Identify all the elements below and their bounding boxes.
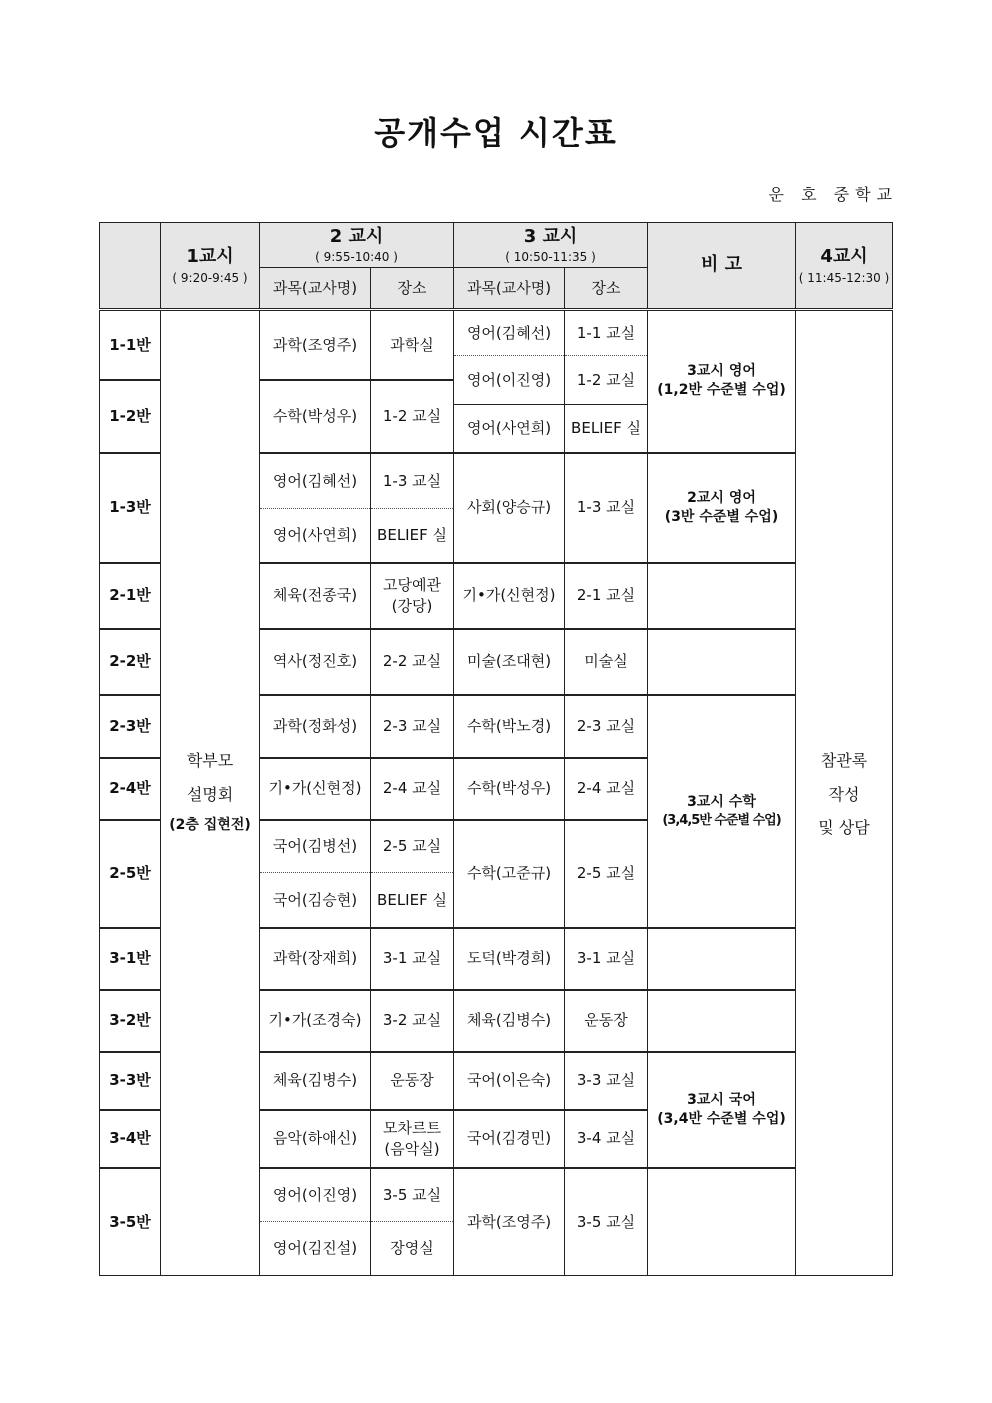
period-4-time: ( 11:45-12:30 ) xyxy=(798,270,890,285)
p3-3-1-subject: 도덕(박경희) xyxy=(454,928,565,990)
header-period-3 xyxy=(454,223,648,268)
p2-3-5b-place: 장영실 xyxy=(371,1222,454,1276)
p3-1-1-place: 1-1 교실 xyxy=(565,310,648,356)
note-3: 3교시 수학 (3,4,5반 수준별 수업) xyxy=(648,695,796,928)
p3-1-3-subject: 사회(양승규) xyxy=(454,453,565,563)
p2-3-2-place: 3-2 교실 xyxy=(371,990,454,1052)
p3-3-3-place: 3-3 교실 xyxy=(565,1052,648,1110)
period-2-label: 2 교시 xyxy=(329,225,384,247)
p3-1-2b-place: BELIEF 실 xyxy=(565,405,648,453)
class-2-1: 2-1반 xyxy=(100,563,161,629)
p3-2-2-place: 미술실 xyxy=(565,629,648,695)
p2-subject-header: 과목(교사명) xyxy=(260,268,371,310)
note-blank-2-2 xyxy=(648,629,796,695)
p3-1-2-place: 1-2 교실 xyxy=(565,356,648,405)
p2-1-3a-place: 1-3 교실 xyxy=(371,453,454,509)
p2-1-1-subject: 과학(조영주) xyxy=(260,310,371,380)
period-1-label: 1교시 xyxy=(186,246,234,268)
p2-3-4-place: 모차르트 (음악실) xyxy=(371,1110,454,1168)
p2-2-1-place: 고당예관 (강당) xyxy=(371,563,454,629)
period-3-label: 3 교시 xyxy=(523,225,578,247)
p2-1-3b-subject: 영어(사연희) xyxy=(260,509,371,563)
p2-3-3-place: 운동장 xyxy=(371,1052,454,1110)
school-name: 운 호 중학교 xyxy=(768,185,898,204)
p2-2-5b-subject: 국어(김승현) xyxy=(260,873,371,928)
p3-2-5-subject: 수학(고준규) xyxy=(454,820,565,928)
p3-3-3-subject: 국어(이은숙) xyxy=(454,1052,565,1110)
header-period-2 xyxy=(260,223,454,268)
p3-3-4-place: 3-4 교실 xyxy=(565,1110,648,1168)
header-corner xyxy=(100,223,161,310)
p3-2-1-subject: 기•가(신현정) xyxy=(454,563,565,629)
p3-1-1-subject: 영어(김혜선) xyxy=(454,310,565,356)
p2-2-1-subject: 체육(전종국) xyxy=(260,563,371,629)
period-1-time: ( 9:20-9:45 ) xyxy=(172,270,248,285)
page-title: 공개수업 시간표 xyxy=(374,114,618,152)
class-1-1: 1-1반 xyxy=(100,310,161,380)
p3-3-4-subject: 국어(김경민) xyxy=(454,1110,565,1168)
p2-2-3-subject: 과학(정화성) xyxy=(260,695,371,758)
p2-2-4-subject: 기•가(신현정) xyxy=(260,758,371,820)
p2-1-1-place: 과학실 xyxy=(371,310,454,380)
p2-1-3b-place: BELIEF 실 xyxy=(371,509,454,563)
p2-3-4-subject: 음악(하애신) xyxy=(260,1110,371,1168)
class-3-3: 3-3반 xyxy=(100,1052,161,1110)
class-2-3: 2-3반 xyxy=(100,695,161,758)
header-period-4 xyxy=(796,223,893,310)
p2-3-5b-subject: 영어(김진설) xyxy=(260,1222,371,1276)
p3-2-1-place: 2-1 교실 xyxy=(565,563,648,629)
note-2: 2교시 영어 (3반 수준별 수업) xyxy=(648,453,796,563)
note-blank-3-1 xyxy=(648,928,796,990)
class-2-4: 2-4반 xyxy=(100,758,161,820)
note-blank-3-2 xyxy=(648,990,796,1052)
note-blank-3-5 xyxy=(648,1168,796,1276)
p3-2-4-place: 2-4 교실 xyxy=(565,758,648,820)
period-4-label: 4교시 xyxy=(820,246,868,268)
note-blank-2-1 xyxy=(648,563,796,629)
p3-1-2-subject: 영어(이진영) xyxy=(454,356,565,405)
period-1-content: 학부모 설명회 (2층 집현전) xyxy=(169,751,251,834)
p2-3-1-place: 3-1 교실 xyxy=(371,928,454,990)
class-1-3: 1-3반 xyxy=(100,453,161,563)
p3-1-2b-subject: 영어(사연희) xyxy=(454,405,565,453)
p2-3-5a-place: 3-5 교실 xyxy=(371,1168,454,1222)
p2-2-4-place: 2-4 교실 xyxy=(371,758,454,820)
p3-subject-header: 과목(교사명) xyxy=(454,268,565,310)
p2-1-3a-subject: 영어(김혜선) xyxy=(260,453,371,509)
p3-2-3-place: 2-3 교실 xyxy=(565,695,648,758)
p3-3-5-place: 3-5 교실 xyxy=(565,1168,648,1276)
class-2-2: 2-2반 xyxy=(100,629,161,695)
p2-3-2-subject: 기•가(조경숙) xyxy=(260,990,371,1052)
class-3-1: 3-1반 xyxy=(100,928,161,990)
p2-1-2-place: 1-2 교실 xyxy=(371,380,454,453)
class-3-5: 3-5반 xyxy=(100,1168,161,1276)
period-2-time: ( 9:55-10:40 ) xyxy=(315,250,398,265)
p3-2-3-subject: 수학(박노경) xyxy=(454,695,565,758)
p3-2-2-subject: 미술(조대현) xyxy=(454,629,565,695)
note-label: 비 고 xyxy=(700,254,743,276)
p2-2-2-subject: 역사(정진호) xyxy=(260,629,371,695)
p2-2-5b-place: BELIEF 실 xyxy=(371,873,454,928)
p3-3-2-place: 운동장 xyxy=(565,990,648,1052)
period-4-content: 참관록 작성 및 상담 xyxy=(818,751,870,838)
note-4: 3교시 국어 (3,4반 수준별 수업) xyxy=(648,1052,796,1168)
class-3-4: 3-4반 xyxy=(100,1110,161,1168)
p2-2-3-place: 2-3 교실 xyxy=(371,695,454,758)
p2-3-5a-subject: 영어(이진영) xyxy=(260,1168,371,1222)
class-3-2: 3-2반 xyxy=(100,990,161,1052)
p2-3-3-subject: 체육(김병수) xyxy=(260,1052,371,1110)
class-1-2: 1-2반 xyxy=(100,380,161,453)
p2-1-2-subject: 수학(박성우) xyxy=(260,380,371,453)
note-1: 3교시 영어 (1,2반 수준별 수업) xyxy=(648,310,796,453)
p2-place-header: 장소 xyxy=(371,268,454,310)
p2-3-1-subject: 과학(장재희) xyxy=(260,928,371,990)
p2-2-5a-place: 2-5 교실 xyxy=(371,820,454,873)
p3-2-4-subject: 수학(박성우) xyxy=(454,758,565,820)
p3-1-3-place: 1-3 교실 xyxy=(565,453,648,563)
class-2-5: 2-5반 xyxy=(100,820,161,928)
p3-3-2-subject: 체육(김병수) xyxy=(454,990,565,1052)
p3-place-header: 장소 xyxy=(565,268,648,310)
p2-2-2-place: 2-2 교실 xyxy=(371,629,454,695)
p2-2-5a-subject: 국어(김병선) xyxy=(260,820,371,873)
header-note xyxy=(648,223,796,310)
period-3-time: ( 10:50-11:35 ) xyxy=(505,250,596,265)
p3-3-1-place: 3-1 교실 xyxy=(565,928,648,990)
p3-2-5-place: 2-5 교실 xyxy=(565,820,648,928)
p3-3-5-subject: 과학(조영주) xyxy=(454,1168,565,1276)
header-period-1 xyxy=(161,223,260,310)
